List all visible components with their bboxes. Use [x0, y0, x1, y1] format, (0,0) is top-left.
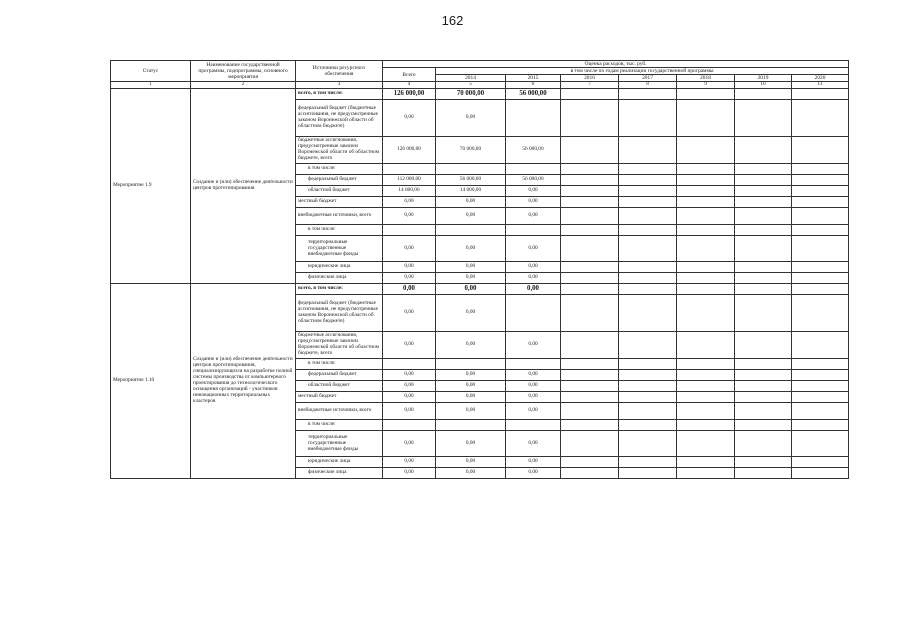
column-index: 11	[792, 82, 849, 89]
empty-cell	[735, 431, 792, 457]
amount-total	[383, 359, 436, 370]
amount-2015: 0,00	[506, 332, 561, 359]
column-index: 7	[561, 82, 619, 89]
amount-2015: 0,00	[506, 208, 561, 225]
empty-cell	[561, 273, 619, 284]
empty-cell	[677, 431, 735, 457]
amount-2015: 0,00	[506, 392, 561, 403]
funding-source: внебюджетные источники, всего	[296, 403, 383, 420]
empty-cell	[792, 431, 849, 457]
empty-cell	[619, 403, 677, 420]
column-index: 8	[619, 82, 677, 89]
funding-source: территориальные государственные внебюджетные фонды	[296, 431, 383, 457]
empty-cell	[561, 89, 619, 100]
empty-cell	[677, 332, 735, 359]
amount-2014: 0,00	[436, 332, 506, 359]
funding-source: в том числе:	[296, 420, 383, 431]
empty-cell	[792, 164, 849, 175]
empty-cell	[619, 431, 677, 457]
header-by-years: в том числе по годам реализации государственной программы	[436, 68, 849, 75]
funding-source: в том числе:	[296, 359, 383, 370]
measure-name: Создание и (или) обеспечение деятельности центров прототипирования	[191, 89, 296, 284]
empty-cell	[735, 186, 792, 197]
empty-cell	[792, 295, 849, 332]
empty-cell	[677, 284, 735, 295]
amount-2015: 0,00	[506, 186, 561, 197]
empty-cell	[561, 420, 619, 431]
amount-total: 0,00	[383, 100, 436, 137]
empty-cell	[561, 381, 619, 392]
empty-cell	[619, 197, 677, 208]
empty-cell	[677, 381, 735, 392]
funding-source: областной бюджет	[296, 186, 383, 197]
amount-2015: 56 000,00	[506, 89, 561, 100]
amount-total: 0,00	[383, 403, 436, 420]
header-year-2014: 2014	[436, 75, 506, 82]
empty-cell	[561, 164, 619, 175]
amount-2014	[436, 359, 506, 370]
empty-cell	[677, 262, 735, 273]
empty-cell	[561, 392, 619, 403]
funding-source: физические лица	[296, 468, 383, 479]
empty-cell	[735, 175, 792, 186]
amount-2015	[506, 164, 561, 175]
empty-cell	[792, 273, 849, 284]
empty-cell	[561, 468, 619, 479]
amount-2015	[506, 295, 561, 332]
empty-cell	[735, 236, 792, 262]
empty-cell	[677, 392, 735, 403]
header-name: Наименование государственной программы, подпрограммы, основного мероприятия	[191, 61, 296, 82]
amount-2015: 56 000,00	[506, 175, 561, 186]
amount-total: 0,00	[383, 262, 436, 273]
empty-cell	[735, 262, 792, 273]
empty-cell	[561, 262, 619, 273]
column-index: 9	[677, 82, 735, 89]
empty-cell	[735, 208, 792, 225]
funding-source: внебюджетные источники, всего	[296, 208, 383, 225]
header-status: Статус	[111, 61, 191, 82]
empty-cell	[735, 457, 792, 468]
amount-total: 0,00	[383, 370, 436, 381]
empty-cell	[619, 225, 677, 236]
empty-cell	[735, 403, 792, 420]
empty-cell	[735, 284, 792, 295]
empty-cell	[619, 186, 677, 197]
empty-cell	[619, 457, 677, 468]
empty-cell	[561, 457, 619, 468]
empty-cell	[792, 225, 849, 236]
empty-cell	[735, 359, 792, 370]
empty-cell	[792, 100, 849, 137]
empty-cell	[619, 236, 677, 262]
empty-cell	[735, 468, 792, 479]
amount-2014: 0,00	[436, 392, 506, 403]
amount-total: 14 000,00	[383, 186, 436, 197]
empty-cell	[619, 420, 677, 431]
empty-cell	[619, 273, 677, 284]
amount-2014	[436, 225, 506, 236]
funding-source: федеральный бюджет	[296, 175, 383, 186]
empty-cell	[792, 381, 849, 392]
table-row	[111, 284, 849, 295]
empty-cell	[619, 175, 677, 186]
amount-total	[383, 164, 436, 175]
empty-cell	[735, 89, 792, 100]
funding-source: всего, в том числе:	[296, 284, 383, 295]
empty-cell	[792, 175, 849, 186]
empty-cell	[619, 164, 677, 175]
empty-cell	[619, 208, 677, 225]
empty-cell	[735, 295, 792, 332]
amount-2014: 0,00	[436, 208, 506, 225]
amount-2014: 0,00	[436, 468, 506, 479]
amount-2015: 0,00	[506, 262, 561, 273]
empty-cell	[561, 175, 619, 186]
amount-2014	[436, 164, 506, 175]
empty-cell	[792, 262, 849, 273]
empty-cell	[677, 89, 735, 100]
amount-total	[383, 225, 436, 236]
amount-2014: 0,00	[436, 431, 506, 457]
amount-total: 0,00	[383, 457, 436, 468]
amount-2014: 0,00	[436, 370, 506, 381]
empty-cell	[792, 89, 849, 100]
empty-cell	[619, 332, 677, 359]
header-year-2015: 2015	[506, 75, 561, 82]
empty-cell	[677, 197, 735, 208]
column-index: 3	[296, 82, 383, 89]
empty-cell	[677, 186, 735, 197]
empty-cell	[792, 332, 849, 359]
empty-cell	[561, 284, 619, 295]
empty-cell	[619, 381, 677, 392]
empty-cell	[619, 359, 677, 370]
amount-2014: 0,00	[436, 457, 506, 468]
amount-2014: 70 000,00	[436, 137, 506, 164]
header-source: Источники ресурсного обеспечения	[296, 61, 383, 82]
funding-source: федеральный бюджет (бюджетные ассигнования, не предусмотренные законом Воронежской области об областном бюджете)	[296, 100, 383, 137]
funding-source: бюджетные ассигнования, предусмотренные законом Воронежской области об областном бюджете, всего	[296, 332, 383, 359]
header-year-2016: 2016	[561, 75, 619, 82]
empty-cell	[677, 420, 735, 431]
header-year-2020: 2020	[792, 75, 849, 82]
amount-2014: 0,00	[436, 197, 506, 208]
empty-cell	[619, 137, 677, 164]
empty-cell	[792, 284, 849, 295]
empty-cell	[561, 236, 619, 262]
column-index: 2	[191, 82, 296, 89]
amount-total: 126 000,00	[383, 89, 436, 100]
amount-2015: 0,00	[506, 403, 561, 420]
measure-name: Создание и (или) обеспечение деятельности центров прототипирования, специализирующихся на разработке полной системы производства от компьютерного проектирования до технологического оснащения организаций - участников инновационных территориальных кластеров	[191, 284, 296, 479]
amount-total: 0,00	[383, 208, 436, 225]
funding-source: в том числе:	[296, 225, 383, 236]
amount-2015	[506, 100, 561, 137]
amount-2015	[506, 420, 561, 431]
empty-cell	[735, 197, 792, 208]
empty-cell	[792, 370, 849, 381]
funding-source: юридические лица	[296, 457, 383, 468]
empty-cell	[677, 164, 735, 175]
header-estimate: Оценка расходов, тыс. руб.	[383, 61, 849, 68]
amount-total: 0,00	[383, 273, 436, 284]
empty-cell	[619, 262, 677, 273]
empty-cell	[561, 225, 619, 236]
amount-2015: 56 000,00	[506, 137, 561, 164]
empty-cell	[792, 197, 849, 208]
empty-cell	[735, 100, 792, 137]
funding-source: бюджетные ассигнования, предусмотренные законом Воронежской области об областном бюджете, всего	[296, 137, 383, 164]
funding-source: в том числе:	[296, 164, 383, 175]
empty-cell	[561, 359, 619, 370]
amount-total: 126 000,00	[383, 137, 436, 164]
header-year-2018: 2018	[677, 75, 735, 82]
amount-total: 112 000,00	[383, 175, 436, 186]
funding-source: местный бюджет	[296, 197, 383, 208]
column-index: 10	[735, 82, 792, 89]
amount-2014	[436, 420, 506, 431]
empty-cell	[677, 370, 735, 381]
amount-2015: 0,00	[506, 273, 561, 284]
amount-total: 0,00	[383, 236, 436, 262]
empty-cell	[792, 457, 849, 468]
amount-2014: 0,00	[436, 284, 506, 295]
empty-cell	[792, 208, 849, 225]
amount-2014: 0,00	[436, 381, 506, 392]
empty-cell	[792, 137, 849, 164]
empty-cell	[619, 370, 677, 381]
empty-cell	[561, 370, 619, 381]
amount-2014: 0,00	[436, 273, 506, 284]
empty-cell	[561, 403, 619, 420]
amount-2015: 0,00	[506, 468, 561, 479]
amount-2015: 0,00	[506, 457, 561, 468]
empty-cell	[619, 295, 677, 332]
empty-cell	[561, 431, 619, 457]
empty-cell	[561, 100, 619, 137]
funding-source: всего, в том числе:	[296, 89, 383, 100]
empty-cell	[561, 137, 619, 164]
amount-2014: 0,00	[436, 295, 506, 332]
empty-cell	[792, 420, 849, 431]
amount-total: 0,00	[383, 295, 436, 332]
funding-source: федеральный бюджет (бюджетные ассигнования, не предусмотренные законом Воронежской области об областном бюджете)	[296, 295, 383, 332]
amount-2015: 0,00	[506, 431, 561, 457]
budget-table	[110, 60, 849, 479]
empty-cell	[677, 273, 735, 284]
amount-2015	[506, 359, 561, 370]
empty-cell	[619, 284, 677, 295]
amount-2014: 14 000,00	[436, 186, 506, 197]
table-row	[111, 89, 849, 100]
empty-cell	[792, 359, 849, 370]
amount-total	[383, 420, 436, 431]
amount-total: 0,00	[383, 332, 436, 359]
empty-cell	[735, 392, 792, 403]
empty-cell	[677, 208, 735, 225]
empty-cell	[735, 370, 792, 381]
empty-cell	[735, 420, 792, 431]
amount-2014: 70 000,00	[436, 89, 506, 100]
amount-total: 0,00	[383, 392, 436, 403]
column-index: 4	[383, 82, 436, 89]
empty-cell	[677, 225, 735, 236]
amount-2015: 0,00	[506, 197, 561, 208]
empty-cell	[792, 403, 849, 420]
amount-2014: 0,00	[436, 262, 506, 273]
amount-total: 0,00	[383, 431, 436, 457]
empty-cell	[619, 100, 677, 137]
header-total: Всего	[383, 68, 436, 82]
empty-cell	[561, 197, 619, 208]
amount-total: 0,00	[383, 468, 436, 479]
empty-cell	[735, 273, 792, 284]
page-number: 162	[441, 13, 464, 28]
amount-2015: 0,00	[506, 381, 561, 392]
column-index: 1	[111, 82, 191, 89]
empty-cell	[677, 236, 735, 262]
amount-2015: 0,00	[506, 236, 561, 262]
empty-cell	[561, 332, 619, 359]
empty-cell	[677, 295, 735, 332]
header-year-2019: 2019	[735, 75, 792, 82]
empty-cell	[735, 164, 792, 175]
empty-cell	[677, 457, 735, 468]
empty-cell	[561, 186, 619, 197]
empty-cell	[792, 186, 849, 197]
empty-cell	[677, 175, 735, 186]
amount-2015: 0,00	[506, 284, 561, 295]
amount-2014: 0,00	[436, 100, 506, 137]
empty-cell	[735, 225, 792, 236]
empty-cell	[792, 468, 849, 479]
empty-cell	[792, 392, 849, 403]
amount-2014: 0,00	[436, 403, 506, 420]
column-index: 6	[506, 82, 561, 89]
empty-cell	[561, 208, 619, 225]
funding-source: местный бюджет	[296, 392, 383, 403]
measure-status: Мероприятие 1.10	[111, 284, 191, 479]
funding-source: федеральный бюджет	[296, 370, 383, 381]
empty-cell	[792, 236, 849, 262]
amount-total: 0,00	[383, 381, 436, 392]
empty-cell	[561, 295, 619, 332]
empty-cell	[735, 137, 792, 164]
amount-2014: 0,00	[436, 236, 506, 262]
empty-cell	[735, 381, 792, 392]
empty-cell	[677, 403, 735, 420]
empty-cell	[619, 89, 677, 100]
funding-source: областной бюджет	[296, 381, 383, 392]
column-index: 5	[436, 82, 506, 89]
empty-cell	[735, 332, 792, 359]
funding-source: юридические лица	[296, 262, 383, 273]
empty-cell	[677, 468, 735, 479]
empty-cell	[677, 137, 735, 164]
amount-2015: 0,00	[506, 370, 561, 381]
empty-cell	[619, 468, 677, 479]
amount-2014: 56 000,00	[436, 175, 506, 186]
funding-source: физические лица	[296, 273, 383, 284]
header-year-2017: 2017	[619, 75, 677, 82]
amount-total: 0,00	[383, 284, 436, 295]
amount-2015	[506, 225, 561, 236]
amount-total: 0,00	[383, 197, 436, 208]
empty-cell	[677, 100, 735, 137]
funding-source: территориальные государственные внебюджетные фонды	[296, 236, 383, 262]
measure-status: Мероприятие 1.9	[111, 89, 191, 284]
empty-cell	[619, 392, 677, 403]
empty-cell	[677, 359, 735, 370]
